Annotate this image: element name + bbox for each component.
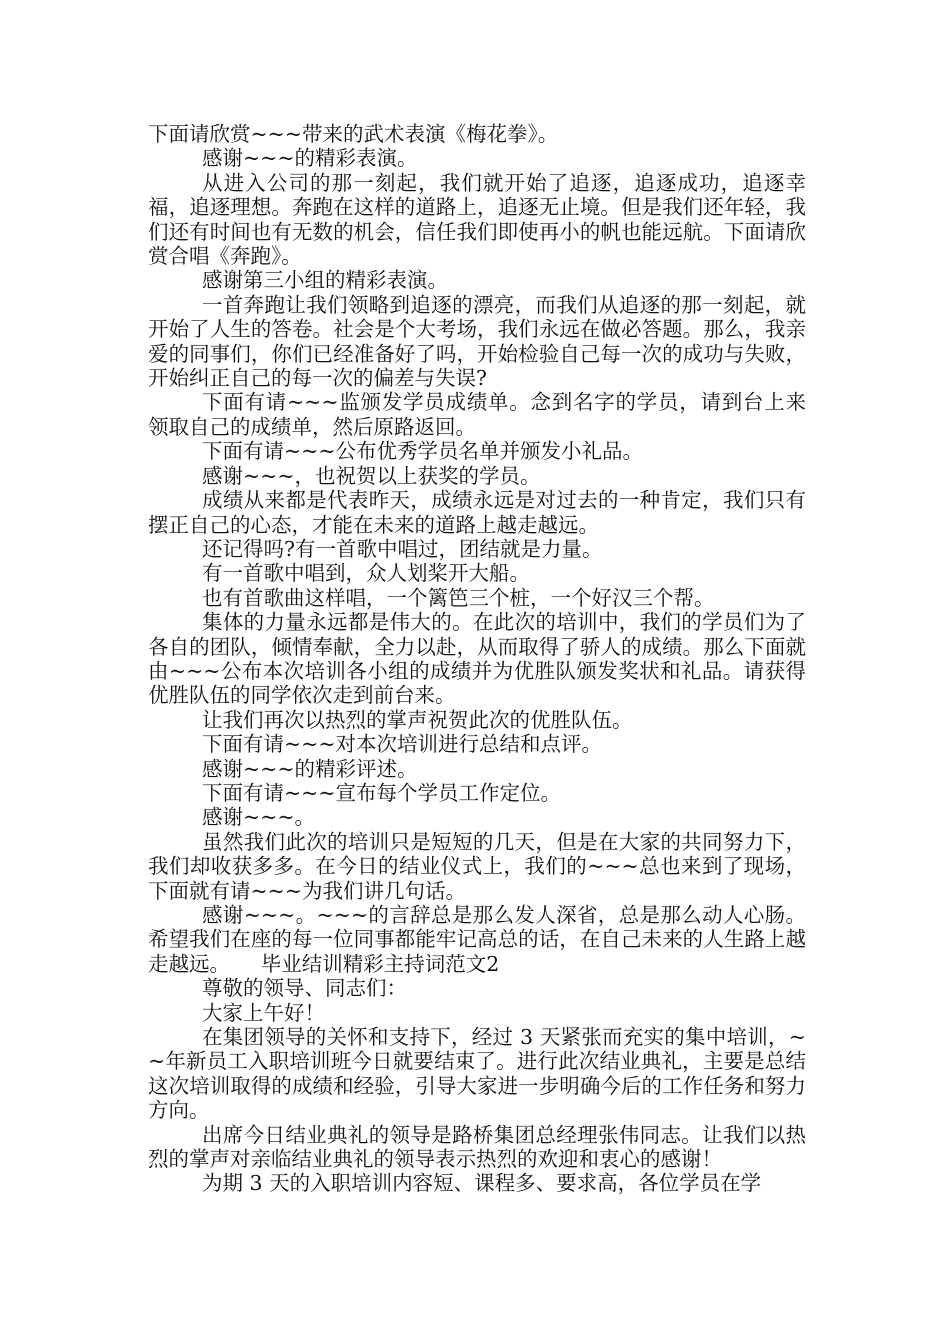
paragraph: 一首奔跑让我们领略到追逐的漂亮，而我们从追逐的那一刻起，就开始了人生的答卷。社会是个大考场，我们永远在做必答题。那么，我亲爱的同事们，你们已经准备好了吗，开始检验自己每一次的成功与失败，开始纠正自己的每一次的偏差与失误? [148,292,806,391]
paragraph: 下面有请~~~公布优秀学员名单并颁发小礼品。 [202,439,644,464]
paragraph: 虽然我们此次的培训只是短短的几天，但是在大家的共同努力下，我们却收获多多。在今日的结业仪式上，我们的~~~总也来到了现场，下面就有请~~~为我们讲几句话。 [148,829,806,903]
paragraph: 下面有请~~~监颁发学员成绩单。念到名字的学员，请到台上来领取自己的成绩单，然后原路返回。 [148,390,806,439]
paragraph: 还记得吗?有一首歌中唱过，团结就是力量。 [202,536,603,561]
paragraph: 感谢~~~的精彩评述。 [202,756,418,781]
paragraph: 有一首歌中唱到，众人划桨开大船。 [202,561,530,586]
paragraph: 感谢~~~。 [202,805,316,830]
document-page [148,122,806,1196]
paragraph: 大家上午好！ [202,1000,325,1025]
paragraph: 感谢~~~。~~~的言辞总是那么发人深省，总是那么动人心肠。希望我们在座的每一位同事都能牢记高总的话，在自己未来的人生路上越走越远。 毕业结训精彩主持词范文2 [148,903,806,976]
paragraph: 尊敬的领导、同志们： [202,976,407,1001]
paragraph: 集体的力量永远都是伟大的。在此次的培训中，我们的学员们为了各自的团队，倾情奉献，全力以赴，从而取得了骄人的成绩。那么下面就由~~~公布本次培训各小组的成绩并为优胜队颁发奖状和礼品。请获得优胜队伍的同学依次走到前台来。 [148,610,806,708]
paragraph: 感谢~~~的精彩表演。 [202,146,418,171]
paragraph: 下面请欣赏~~~带来的武术表演《梅花拳》。 [148,122,559,146]
paragraph: 在集团领导的关怀和支持下，经过 3 天紧张而充实的集中培训，~~年新员工入职培训班今日就要结束了。进行此次结业典礼，主要是总结这次培训取得的成绩和经验，引导大家进一步明确今后的工作任务和努力方向。 [148,1025,806,1123]
paragraph: 成绩从来都是代表昨天，成绩永远是对过去的一种肯定，我们只有摆正自己的心态，才能在未来的道路上越走越远。 [148,488,806,537]
paragraph: 让我们再次以热烈的掌声祝贺此次的优胜队伍。 [202,707,633,732]
paragraph: 感谢~~~，也祝贺以上获奖的学员。 [202,463,541,488]
paragraph: 为期 3 天的入职培训内容短、课程多、要求高，各位学员在学 [202,1171,762,1196]
paragraph: 也有首歌曲这样唱，一个篱笆三个桩，一个好汉三个帮。 [202,585,715,610]
paragraph: 下面有请~~~对本次培训进行总结和点评。 [202,732,603,757]
paragraph: 感谢第三小组的精彩表演。 [202,268,448,293]
paragraph: 下面有请~~~宣布每个学员工作定位。 [202,780,562,805]
paragraph: 从进入公司的那一刻起，我们就开始了追逐，追逐成功，追逐幸福，追逐理想。奔跑在这样的道路上，追逐无止境。但是我们还年轻，我们还有时间也有无数的机会，信任我们即使再小的帆也能远航。下面请欣赏合唱《奔跑》。 [148,170,806,269]
paragraph: 出席今日结业典礼的领导是路桥集团总经理张伟同志。让我们以热烈的掌声对亲临结业典礼的领导表示热烈的欢迎和衷心的感谢！ [148,1122,806,1172]
